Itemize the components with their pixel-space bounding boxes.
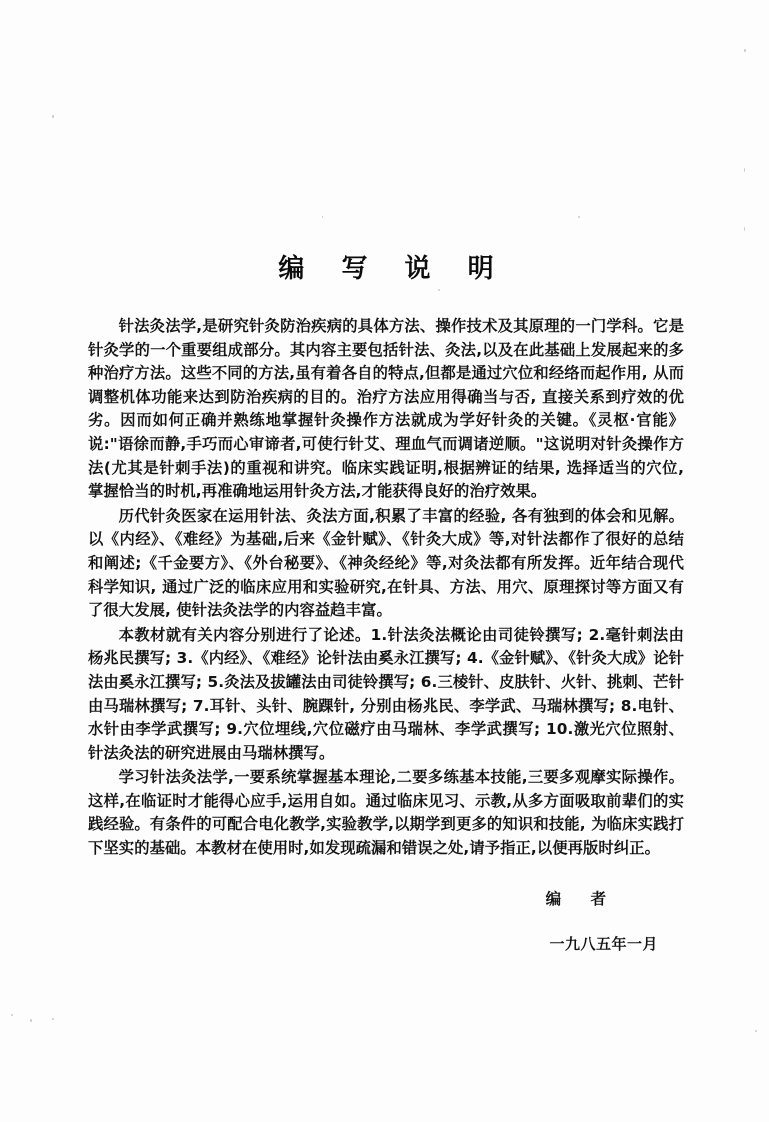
scan-speckle	[744, 49, 746, 52]
scan-speckle	[30, 1019, 32, 1022]
page-content	[88, 248, 684, 954]
body-paragraph-1: 针法灸法学,是研究针灸防治疾病的具体方法、操作技术及其原理的一门学科。它是针灸学的一个重要组成部分。其内容主要包括针法、灸法,以及在此基础上发展起来的多种治疗方法。这些不同的方法,虽有着各自的特点,但都是通过穴位和经络而起作用, 从而调整机体功能来达到防治疾病的目的。治疗方法应用得确当与否, 直接关系到疗效的优劣。因而如何正确并熟练地掌握针灸操作方法就成为学好针灸的关键。《灵枢·官能》说:"语徐而静,手巧而心审谛者,可使行针艾、理血气而调诸逆顺。"这说明对针灸操作方法(尤其是针刺手法)的重视和讲究。临床实践证明,根据辨证的结果, 选择适当的穴位, 掌握恰当的时机,再准确地运用针灸方法,才能获得良好的治疗效果。	[88, 317, 684, 501]
body-paragraph-4: 学习针法灸法学,一要系统掌握基本理论,二要多练基本技能,三要多观摩实际操作。这样,在临证时才能得心应手,运用自如。通过临床见习、示教,从多方面吸取前辈们的实践经验。有条件的可配合电化教学,实验教学,以期学到更多的知识和技能, 为临床实践打下坚实的基础。本教材在使用时,如发现疏漏和错误之处,请予指正,以便再版时纠正。	[88, 768, 684, 858]
scan-speckle	[755, 1030, 757, 1032]
scan-speckle	[322, 216, 323, 218]
scan-speckle	[744, 227, 745, 231]
page-title: 编 写 说 明	[278, 254, 508, 284]
signature-block	[88, 887, 684, 909]
body-paragraph-3: 本教材就有关内容分别进行了论述。1.针法灸法概论由司徒铃撰写; 2.毫针刺法由杨兆民撰写; 3.《内经》、《难经》论针法由奚永江撰写; 4.《金针赋》、《针灸大成》论针法由奚永江撰写; 5.灸法及拔罐法由司徒铃撰写; 6.三棱针、皮肤针、火针、挑刺、芒针由马瑞林撰写; 7.耳针、头针、腕踝针, 分别由杨兆民、李学武、马瑞林撰写; 8.电针、水针由李学武撰写; 9.穴位埋线,穴位磁疗由马瑞林、李学武撰写; 10.激光穴位照射、针法灸法的研究进展由马瑞林撰写。	[88, 625, 684, 762]
body-paragraph-2: 历代针灸医家在运用针法、灸法方面,积累了丰富的经验, 各有独到的体会和见解。以《内经》、《难经》为基础,后来《金针赋》、《针灸大成》等,对针法都作了很好的总结和阐述;《千金要方》、《外台秘要》、《神灸经纶》等,对灸法都有所发挥。近年结合现代科学知识, 通过广泛的临床应用和实验研究,在针具、方法、用穴、原理探讨等方面又有了很大发展, 使针法灸法学的内容益趋丰富。	[88, 506, 684, 620]
signature-text: 编 者	[545, 889, 618, 908]
scan-speckle	[744, 168, 745, 172]
date-block	[88, 933, 684, 954]
scan-speckle	[52, 115, 54, 118]
publication-date: 一九八五年一月	[549, 934, 658, 953]
scan-speckle	[578, 216, 580, 218]
scan-speckle	[11, 1014, 13, 1016]
scan-speckle	[52, 1018, 54, 1020]
